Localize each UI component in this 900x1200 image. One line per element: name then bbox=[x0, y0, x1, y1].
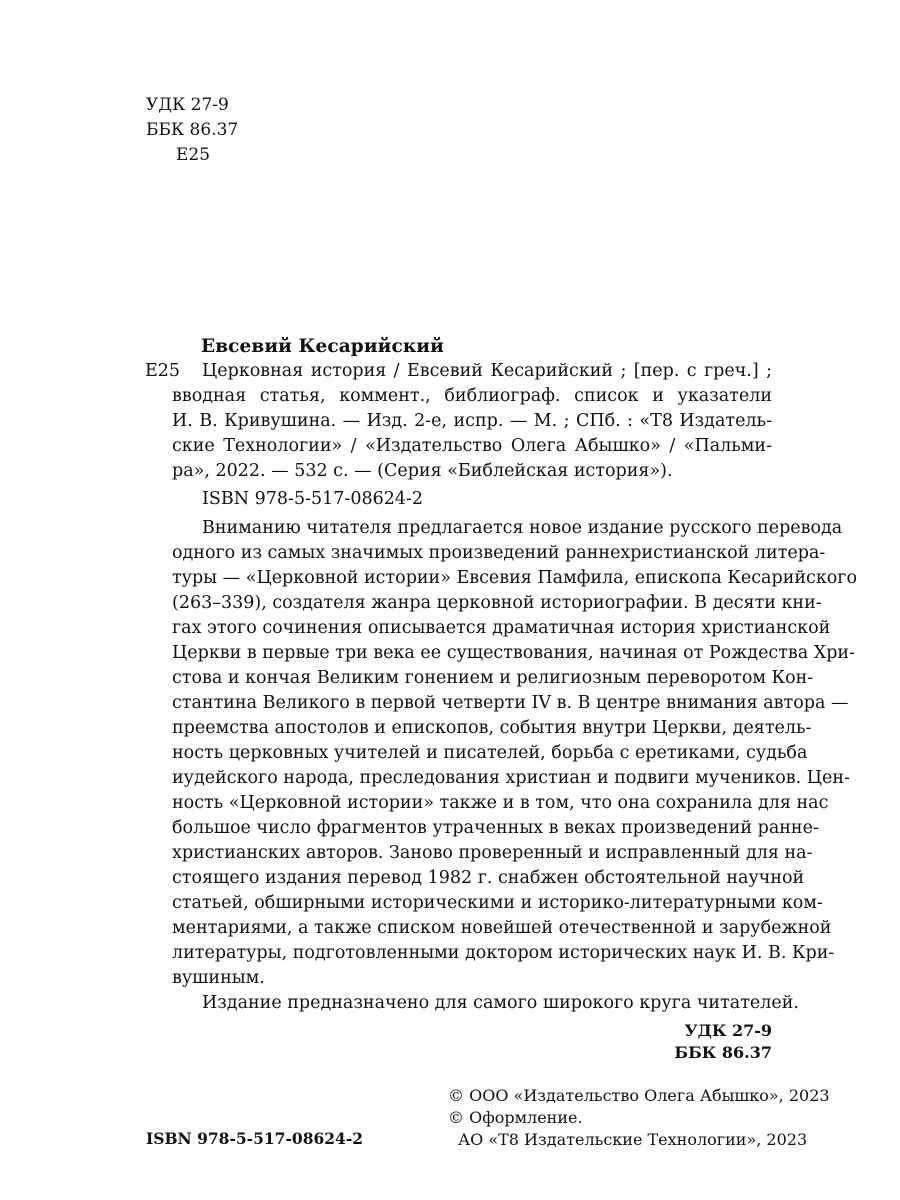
entry-line: И. В. Кривушина. — Изд. 2-е, испр. — М. ; СПб. : «Т8 Издатель- bbox=[172, 411, 772, 431]
annotation-line: христианских авторов. Заново проверенный и исправленный для на- bbox=[172, 843, 813, 863]
isbn-bottom: ISBN 978-5-517-08624-2 bbox=[146, 1129, 364, 1148]
copyright-block bbox=[448, 1085, 830, 1151]
annotation-line: большое число фрагментов утраченных в веках произведений ранне- bbox=[172, 818, 819, 838]
annotation-line: Церкви в первые три века ее существования, начиная от Рождества Хри- bbox=[172, 643, 855, 663]
bbk-code-bottom: ББК 86.37 bbox=[674, 1043, 772, 1062]
annotation-line: литературы, подготовленными доктором исторических наук И. В. Кри- bbox=[172, 943, 835, 963]
annotation-line: Вниманию читателя предлагается новое издание русского перевода bbox=[202, 518, 843, 538]
annotation-line: стантина Великого в первой четверти IV в. В центре внимания автора — bbox=[172, 693, 849, 713]
entry-line: ра», 2022. — 532 с. — (Серия «Библейская история»). bbox=[172, 461, 673, 481]
classification-codes-top bbox=[146, 93, 238, 168]
entry-line: вводная статья, коммент., библиограф. список и указатели bbox=[172, 386, 772, 406]
author-sign: Е25 bbox=[176, 145, 211, 165]
udk-code: УДК 27-9 bbox=[146, 95, 229, 115]
bbk-code: ББК 86.37 bbox=[146, 120, 239, 140]
annotation-line: гах этого сочинения описывается драматичная история христианской bbox=[172, 618, 831, 638]
annotation-audience: Издание предназначено для самого широкого круга читателей. bbox=[202, 993, 799, 1013]
annotation-line: иудейского народа, преследования христиан и подвиги мучеников. Цен- bbox=[172, 768, 850, 788]
copyright-publisher: © ООО «Издательство Олега Абышко», 2023 bbox=[448, 1086, 830, 1105]
classification-codes-bottom bbox=[600, 1020, 772, 1064]
annotation-line: преемства апостолов и епископов, события внутри Церкви, деятель- bbox=[172, 718, 812, 738]
entry-sign: Е25 bbox=[145, 361, 181, 381]
annotation-line: ментариями, а также списком новейшей отечественной и зарубежной bbox=[172, 918, 832, 938]
annotation-line: ность церковных учителей и писателей, борьба с еретиками, судьба bbox=[172, 743, 808, 763]
annotation-line: стоящего издания перевод 1982 г. снабжен обстоятельной научной bbox=[172, 868, 805, 888]
annotation-line: одного из самых значимых произведений раннехристианской литера- bbox=[172, 543, 826, 563]
annotation-line: (263–339), создателя жанра церковной историографии. В десяти кни- bbox=[172, 593, 822, 613]
annotation-line: ность «Церковной истории» также и в том, что она сохранила для нас bbox=[172, 793, 829, 813]
udk-code-bottom: УДК 27-9 bbox=[684, 1021, 772, 1040]
entry-line: Церковная история / Евсевий Кесарийский ; [пер. с греч.] ; bbox=[202, 361, 772, 381]
annotation-line: статьей, обширными историческими и историко-литературными ком- bbox=[172, 893, 823, 913]
copyright-design: © Оформление. bbox=[448, 1108, 583, 1127]
copyright-design-owner: АО «Т8 Издательские Технологии», 2023 bbox=[458, 1130, 808, 1149]
annotation-line: вушиным. bbox=[172, 968, 265, 988]
entry-line: ские Технологии» / «Издательство Олега Абышко» / «Пальми- bbox=[172, 436, 772, 456]
annotation-line: туры — «Церковной истории» Евсевия Памфила, епископа Кесарийского bbox=[172, 568, 858, 588]
entry-author: Евсевий Кесарийский bbox=[201, 336, 444, 357]
entry-isbn: ISBN 978-5-517-08624-2 bbox=[202, 489, 424, 509]
annotation-line: стова и кончая Великим гонением и религиозным переворотом Кон- bbox=[172, 668, 814, 688]
